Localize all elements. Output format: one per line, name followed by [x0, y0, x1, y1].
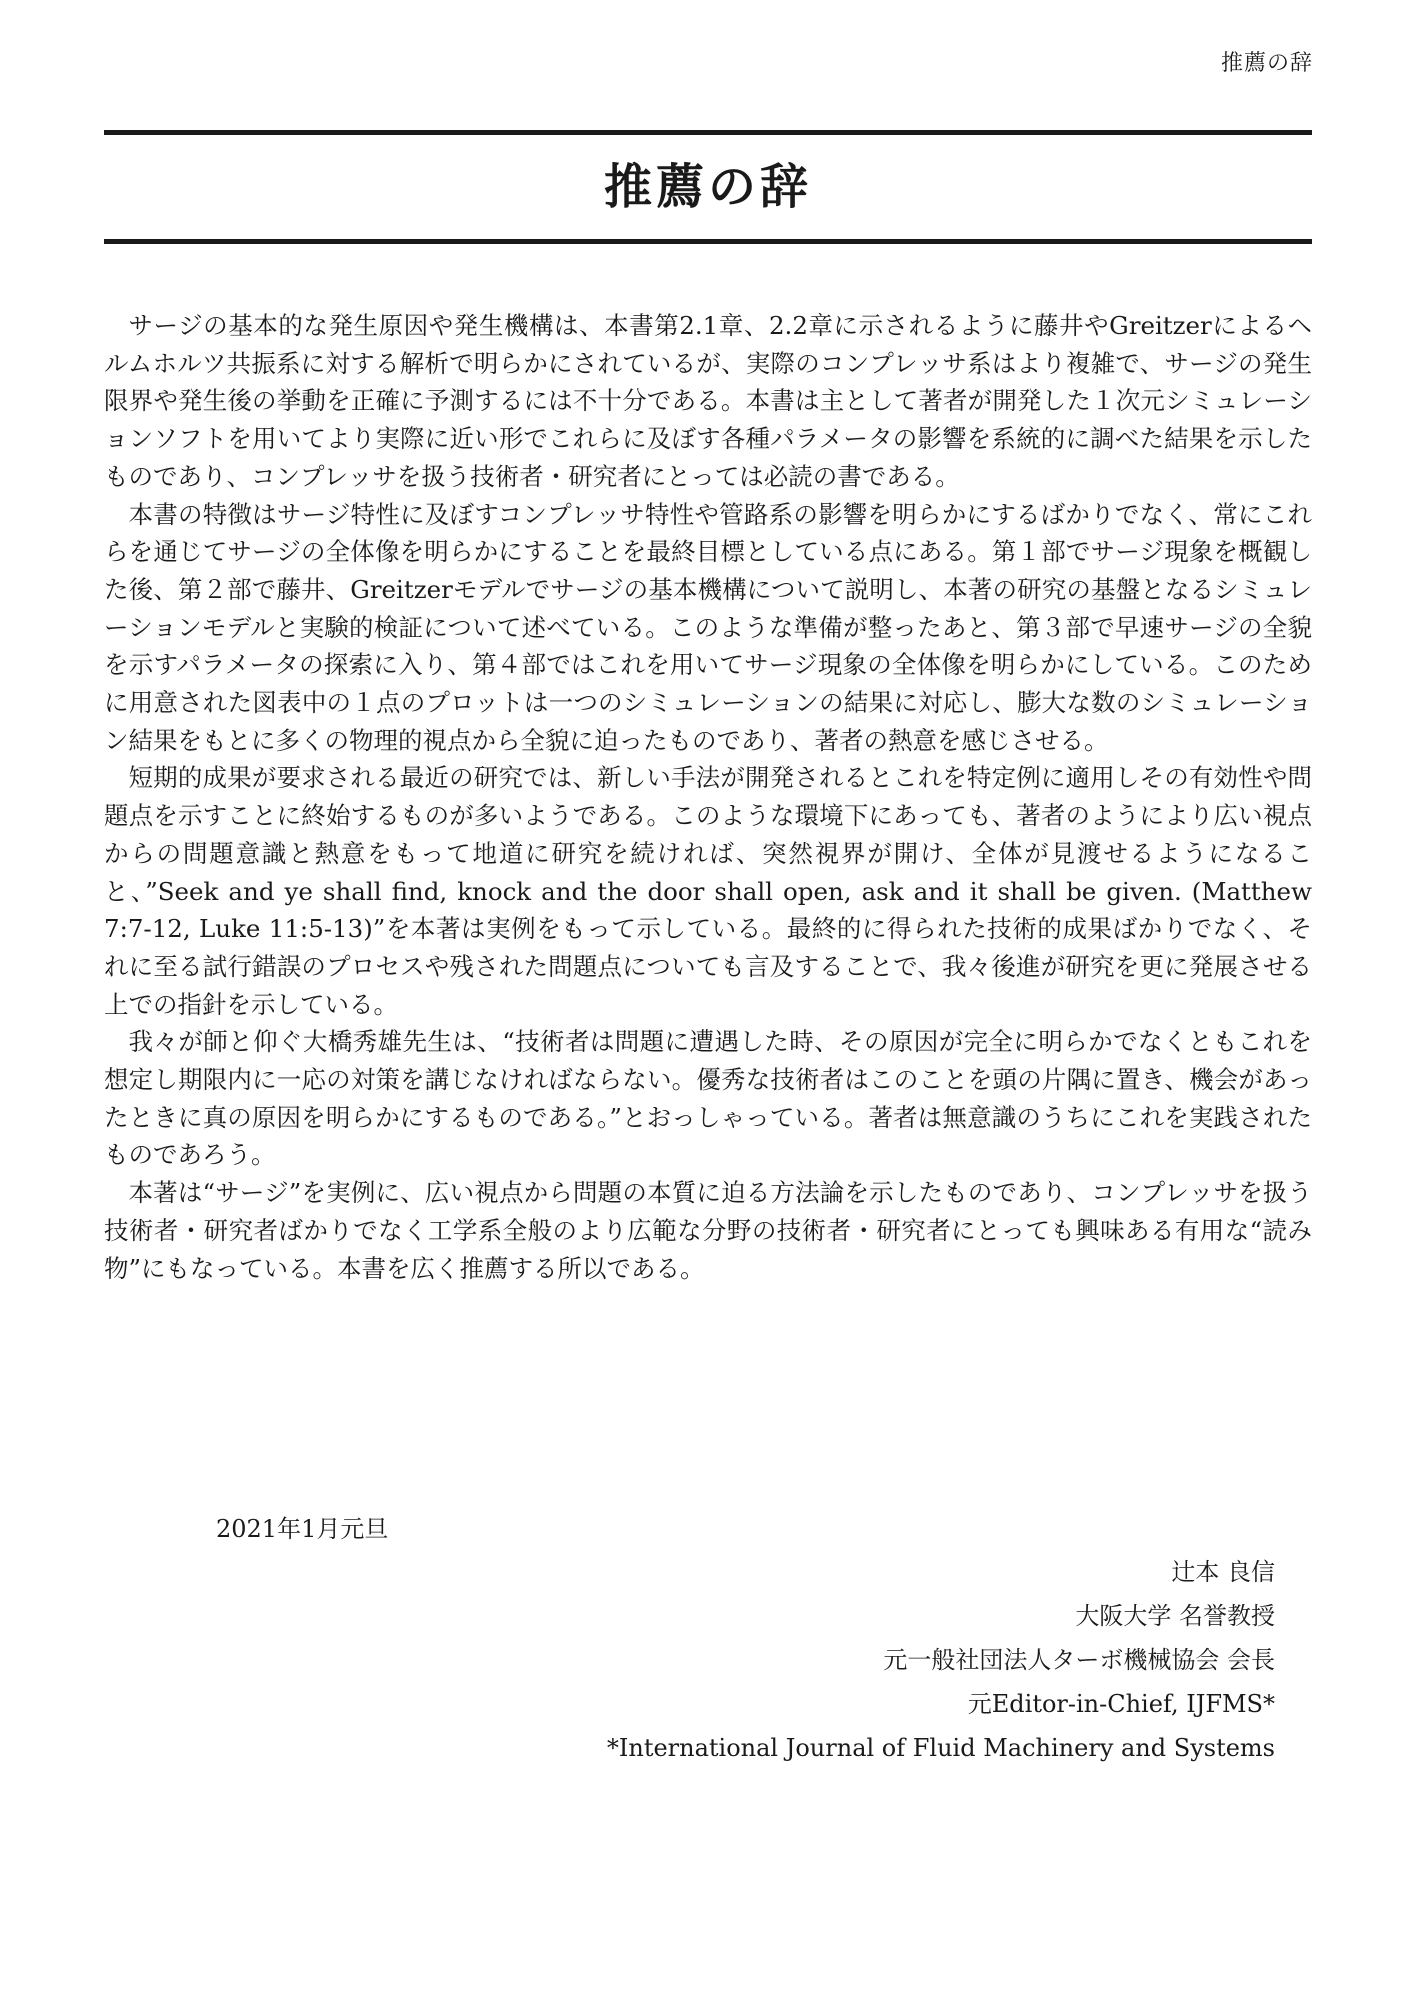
- page-title: 推薦の辞: [603, 159, 812, 215]
- author-name: 辻本 良信: [1171, 1558, 1275, 1586]
- title-top-rule: [104, 130, 1312, 135]
- paragraph-4: 我々が師と仰ぐ大橋秀雄先生は、“技術者は問題に遭遇した時、その原因が完全に明らかでなくともこれを想定し期限内に一応の対策を講じなければならない。優秀な技術者はこのことを頭の片隅に置き、機会があったときに真の原因を明らかにするものである。”とおっしゃっている。著者は無意識のうちにこれを実践されたものであろう。: [104, 1027, 1312, 1170]
- date-line: 2021年1月元旦: [216, 1515, 389, 1543]
- paragraph-3: 短期的成果が要求される最近の研究では、新しい手法が開発されるとこれを特定例に適用しその有効性や問題点を示すことに終始するものが多いようである。このような環境下にあっても、著者のようにより広い視点からの問題意識と熱意をもって地道に研究を続ければ、突然視界が開け、全体が見渡せるようになること、”Seek and ye shall find, knock and the door shall open, ask and it shall be given. (Matthew 7:7-12, Luke 11:5-13)”を本著は実例をもって示している。最終的に得られた技術的成果ばかりでなく、それに至る試行錯誤のプロセスや残された問題点についても言及することで、我々後進が研究を更に発展させる上での指針を示している。: [104, 763, 1312, 1019]
- paragraph-1: サージの基本的な発生原因や発生機構は、本書第2.1章、2.2章に示されるように藤井やGreitzerによるヘルムホルツ共振系に対する解析で明らかにされているが、実際のコンプレッサ系はより複雑で、サージの発生限界や発生後の挙動を正確に予測するには不十分である。本書は主として著者が開発した１次元シミュレーションソフトを用いてより実際に近い形でこれらに及ぼす各種パラメータの影響を系統的に調べた結果を示したものであり、コンプレッサを扱う技術者・研究者にとっては必読の書である。: [104, 311, 1312, 491]
- paragraph-2: 本書の特徴はサージ特性に及ぼすコンプレッサ特性や管路系の影響を明らかにするばかりでなく、常にこれらを通じてサージの全体像を明らかにすることを最終目標としている点にある。第１部でサージ現象を概観した後、第２部で藤井、Greitzerモデルでサージの基本機構について説明し、本著の研究の基盤となるシミュレーションモデルと実験的検証について述べている。このような準備が整ったあと、第３部で早速サージの全貌を示すパラメータの探索に入り、第４部ではこれを用いてサージ現象の全体像を明らかにしている。このために用意された図表中の１点のプロットは一つのシミュレーションの結果に対応し、膨大な数のシミュレーション結果をもとに多くの物理的視点から全貌に迫ったものであり、著者の熱意を感じさせる。: [104, 499, 1312, 755]
- running-header: 推薦の辞: [1220, 51, 1313, 76]
- author-affiliation: 大阪大学 名誉教授: [1075, 1602, 1275, 1630]
- paragraph-5: 本著は“サージ”を実例に、広い視点から問題の本質に迫る方法論を示したものであり、コンプレッサを扱う技術者・研究者ばかりでなく工学系全般のより広範な分野の技術者・研究者にとっても興味ある有用な“読み物”にもなっている。本書を広く推薦する所以である。: [104, 1178, 1312, 1283]
- title-bottom-rule: [104, 239, 1312, 244]
- author-position-2: 元Editor-in-Chief, IJFMS*: [967, 1690, 1275, 1718]
- author-position-1: 元一般社団法人ターボ機械協会 会長: [883, 1646, 1275, 1674]
- author-footnote: *International Journal of Fluid Machinery and Systems: [606, 1734, 1275, 1762]
- signature-block: [607, 1550, 1275, 1770]
- recommendation-body: [104, 307, 1312, 1287]
